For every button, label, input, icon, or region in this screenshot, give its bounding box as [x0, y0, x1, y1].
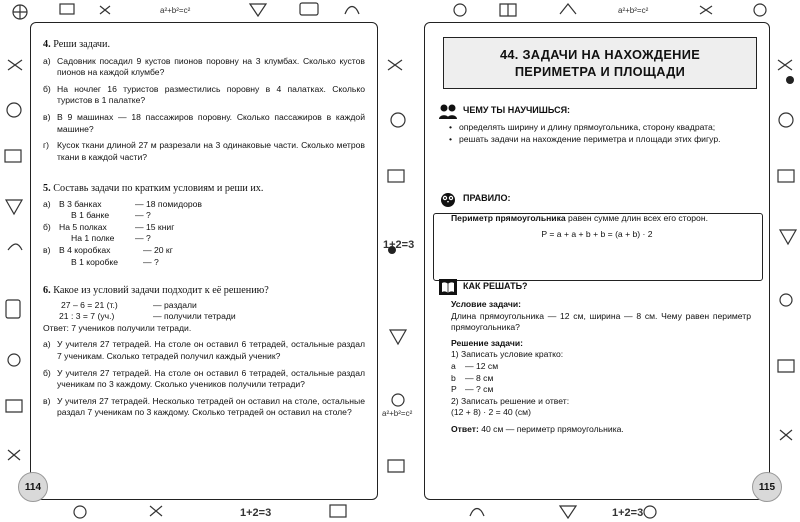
doodle-formula-top-left: a²+b²=c²: [160, 6, 191, 15]
solution-answer: Ответ: 40 см — периметр прямоугольника.: [451, 423, 624, 434]
task-4-number: 4.: [43, 39, 51, 50]
task-6-solution-1: 27 – 6 = 21 (т.) — раздали: [61, 299, 197, 310]
book-icon: [439, 279, 457, 295]
learn-item-2: • решать задачи на нахождение периметра и площади этих фигур.: [449, 133, 721, 144]
solution-step-1: 1) Записать условие кратко:: [451, 349, 564, 360]
doodle-sum-bottom-right: 1+2=3: [612, 507, 644, 519]
task-6-answer: Ответ: 7 учеников получили тетради.: [43, 322, 192, 333]
solve-section: [439, 279, 755, 436]
task-6: [43, 285, 365, 419]
task-5-item-b: б) На 5 полках — 15 книг На 1 полке — ?: [43, 221, 175, 244]
task-6-solution-2: 21 : 3 = 7 (уч.) — получили тетради: [59, 311, 236, 322]
task-4-item-g: г) Кусок ткани длиной 27 м разрезали на 3 одинаковые части. Сколько метров ткани в каждой части?: [43, 140, 365, 162]
rule-term: Периметр прямоугольника: [451, 213, 566, 223]
lesson-title-line-2: ПЕРИМЕТРА И ПЛОЩАДИ: [514, 64, 686, 79]
right-page: [424, 22, 770, 500]
page-number-left: 114: [18, 472, 48, 502]
doodle-formula-gutter: a²+b²=c²: [382, 409, 413, 418]
lesson-title: [443, 37, 757, 89]
owl-icon: [439, 191, 457, 207]
students-icon: [439, 103, 457, 119]
task-5-item-v: в) В 4 коробках — 20 кг В 1 коробке — ?: [43, 244, 173, 267]
task-5-title: Составь задачи по кратким условиям и реши их.: [53, 183, 264, 194]
rule-text: Периметр прямоугольника равен сумме длин всех его сторон.: [451, 213, 708, 223]
solve-heading: КАК РЕШАТЬ?: [463, 281, 528, 292]
task-4: [43, 39, 365, 163]
task-6-title: Какое из условий задачи подходит к её решению?: [53, 285, 269, 296]
task-4-item-a: а) Садовник посадил 9 кустов пионов поровну на 3 клумбах. Сколько кустов пионов на каждой клумбе?: [43, 55, 365, 78]
condition-text: Длина прямоугольника — 12 см, ширина — 8 см. Чему равен периметр прямоугольника?: [451, 310, 751, 333]
perimeter-formula: P = a + a + b + b = (a + b) · 2: [541, 228, 653, 239]
solution-title: Решение задачи:: [451, 337, 523, 348]
learn-item-1: • определять ширину и длину прямоугольника, сторону квадрата;: [449, 122, 716, 132]
page-number-right: 115: [752, 472, 782, 502]
task-6-item-v: в) У учителя 27 тетрадей. Несколько тетрадей он оставил на столе, остальные раздал 7 ученикам по 3 каждому. Сколько тетрадей он оставил на столе?: [43, 395, 365, 418]
task-4-item-v: в) В 9 машинах — 18 пассажиров поровну. Сколько пассажиров в каждой машине?: [43, 111, 365, 134]
short-condition-b: b — 8 см: [451, 372, 494, 383]
task-6-number: 6.: [43, 285, 51, 296]
solution-calculation: (12 + 8) · 2 = 40 (см): [451, 407, 531, 418]
task-5: [43, 183, 365, 268]
task-5-number: 5.: [43, 183, 51, 194]
condition-title: Условие задачи:: [451, 299, 522, 309]
doodle-formula-top-right: a²+b²=c²: [618, 6, 649, 15]
doodle-sum-bottom-left: 1+2=3: [240, 507, 272, 519]
learn-section: [439, 103, 755, 145]
task-6-item-b: б) У учителя 27 тетрадей. На столе он оставил 6 тетрадей, остальные раздал ученикам по 3 каждому. Сколько учеников получили тетради?: [43, 367, 365, 390]
short-condition-p: P — ? см: [451, 384, 494, 395]
task-6-item-a: а) У учителя 27 тетрадей. На столе он оставил 6 тетрадей, остальные раздал 7 ученикам. Сколько тетрадей получил каждый ученик?: [43, 339, 365, 361]
task-4-item-b: б) На ночлег 16 туристов разместились поровну в 4 палатках. Сколько туристов в 1 палатке?: [43, 83, 365, 106]
doodle-sum-gutter: 1+2=3: [383, 239, 415, 251]
lesson-title-line-1: 44. ЗАДАЧИ НА НАХОЖДЕНИЕ: [499, 47, 701, 62]
task-5-item-a: а) В 3 банках — 18 помидоров В 1 банке — ?: [43, 198, 202, 221]
rule-heading: ПРАВИЛО:: [463, 193, 511, 204]
task-4-title: Реши задачи.: [53, 39, 111, 50]
solution-step-2: 2) Записать решение и ответ:: [451, 395, 570, 406]
learn-heading: ЧЕМУ ТЫ НАУЧИШЬСЯ:: [463, 105, 571, 116]
short-condition-a: а — 12 см: [451, 360, 499, 371]
rule-section: [439, 191, 755, 240]
left-page: [30, 22, 378, 500]
